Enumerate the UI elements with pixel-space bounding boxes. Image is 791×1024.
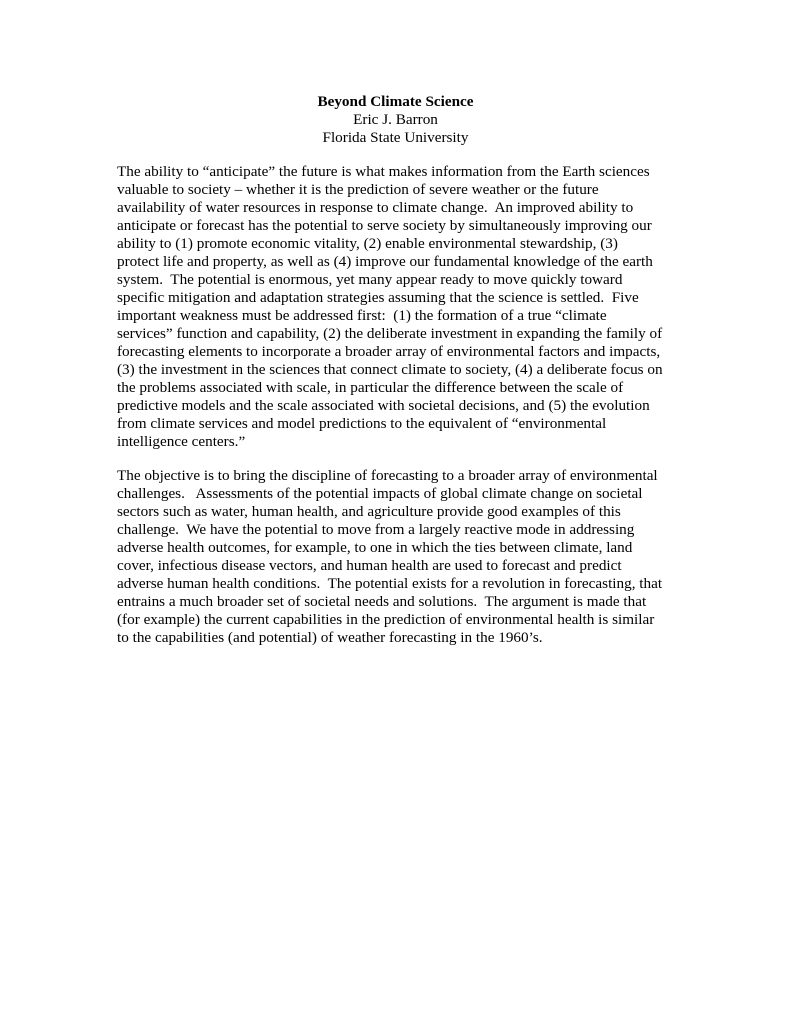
- paragraph-line: challenges. Assessments of the potential impacts of global climate change on societal: [117, 485, 643, 502]
- paragraph-line: forecasting elements to incorporate a broader array of environmental factors and impacts,: [117, 343, 661, 360]
- paragraph-line: predictive models and the scale associated with societal decisions, and (5) the evolution: [117, 397, 650, 414]
- paragraph-line: important weakness must be addressed first: (1) the formation of a true “climate: [117, 307, 607, 324]
- paragraph-line: to the capabilities (and potential) of weather forecasting in the 1960’s.: [117, 629, 543, 646]
- paragraph-line: (3) the investment in the sciences that connect climate to society, (4) a deliberate focus on: [117, 361, 663, 378]
- paragraph-line: adverse human health conditions. The potential exists for a revolution in forecasting, that: [117, 575, 663, 592]
- paragraph-2: [117, 467, 677, 647]
- paragraph-line: anticipate or forecast has the potential to serve society by simultaneously improving our: [117, 217, 652, 234]
- paragraph-line: ability to (1) promote economic vitality, (2) enable environmental stewardship, (3): [117, 235, 618, 252]
- paragraph-line: (for example) the current capabilities in the prediction of environmental health is similar: [117, 611, 655, 628]
- paragraph-line: cover, infectious disease vectors, and human health are used to forecast and predict: [117, 557, 622, 574]
- paragraph-line: The ability to “anticipate” the future is what makes information from the Earth sciences: [117, 163, 650, 180]
- author-name: Eric J. Barron: [353, 111, 438, 128]
- paragraph-line: the problems associated with scale, in particular the difference between the scale of: [117, 379, 624, 396]
- paragraph-line: services” function and capability, (2) the deliberate investment in expanding the family of: [117, 325, 663, 342]
- paragraph-line: protect life and property, as well as (4) improve our fundamental knowledge of the earth: [117, 253, 653, 270]
- paragraph-1: [117, 163, 677, 451]
- author-affiliation: Florida State University: [322, 129, 469, 146]
- document-header: [0, 93, 791, 147]
- paragraph-line: intelligence centers.”: [117, 433, 246, 450]
- paragraph-line: system. The potential is enormous, yet many appear ready to move quickly toward: [117, 271, 623, 288]
- paragraph-line: entrains a much broader set of societal needs and solutions. The argument is made that: [117, 593, 647, 610]
- paragraph-line: specific mitigation and adaptation strategies assuming that the science is settled. Five: [117, 289, 639, 306]
- paragraph-line: challenge. We have the potential to move from a largely reactive mode in addressing: [117, 521, 635, 538]
- paragraph-line: adverse health outcomes, for example, to one in which the ties between climate, land: [117, 539, 633, 556]
- paragraph-line: sectors such as water, human health, and agriculture provide good examples of this: [117, 503, 621, 520]
- paragraph-line: valuable to society – whether it is the prediction of severe weather or the future: [117, 181, 599, 198]
- document-title: Beyond Climate Science: [317, 93, 474, 110]
- paragraph-line: The objective is to bring the discipline of forecasting to a broader array of environmental: [117, 467, 658, 484]
- paragraph-line: availability of water resources in response to climate change. An improved ability to: [117, 199, 634, 216]
- paragraph-line: from climate services and model predictions to the equivalent of “environmental: [117, 415, 607, 432]
